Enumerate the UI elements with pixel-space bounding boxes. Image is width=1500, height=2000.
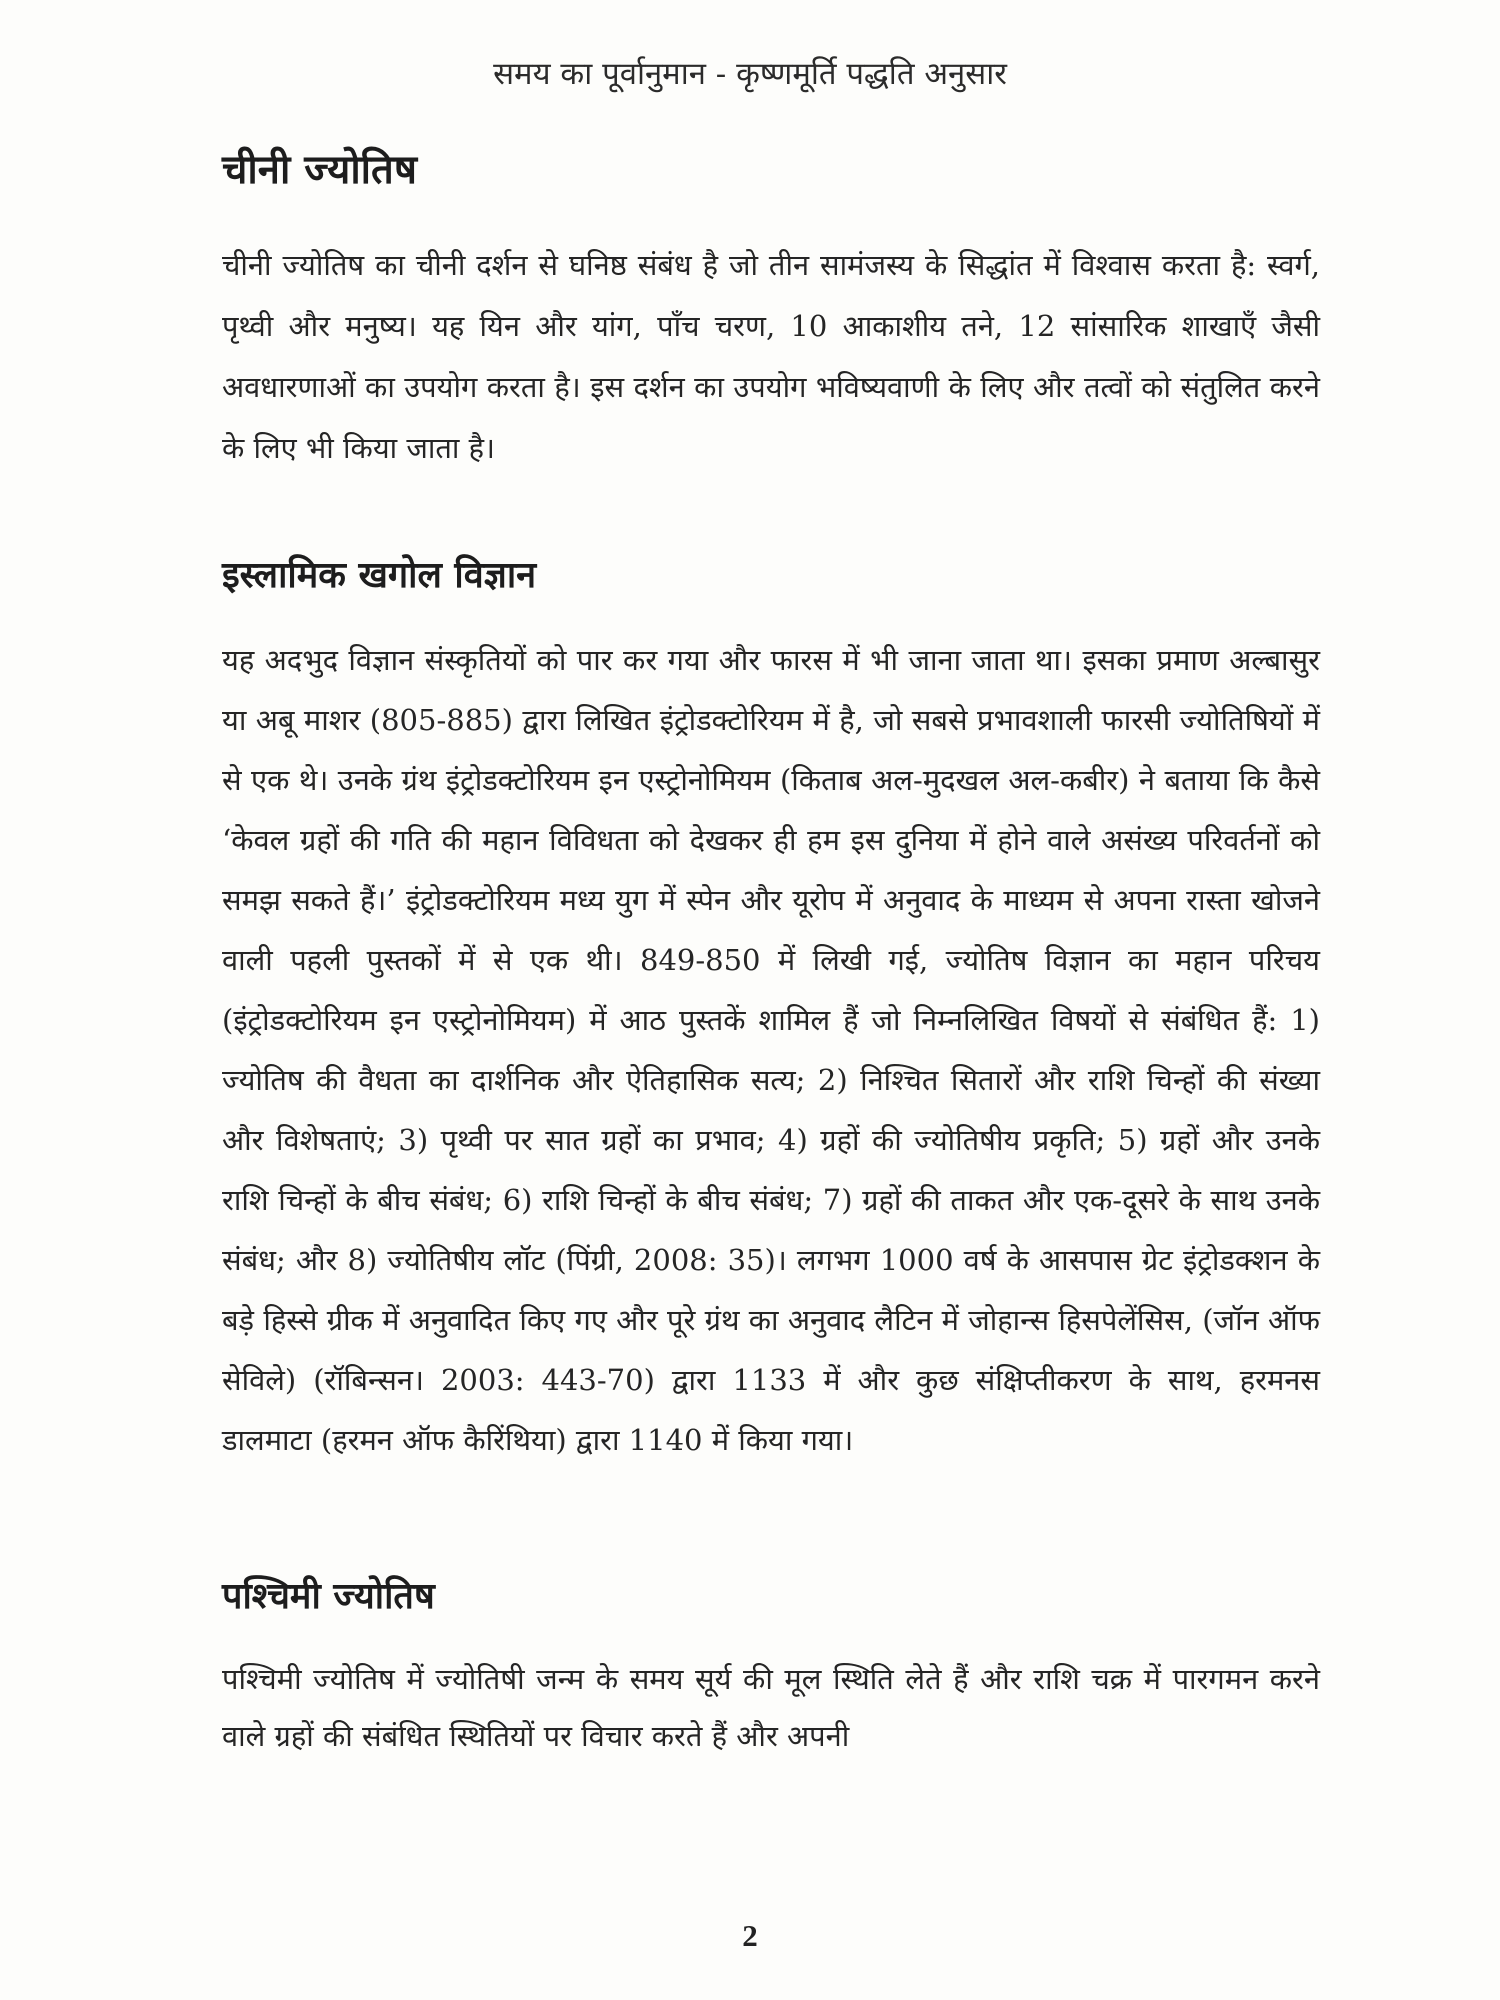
section-paragraph: पश्चिमी ज्योतिष में ज्योतिषी जन्म के समय सूर्य की मूल स्थिति लेते हैं और राशि चक्र में पारगमन करने वाले ग्रहों की संबंधित स्थितियों पर विचार करते हैं और अपनी <box>222 1662 1320 1753</box>
section-chinese-astrology <box>222 140 1320 479</box>
section-paragraph: यह अदभुद विज्ञान संस्कृतियों को पार कर गया और फारस में भी जाना जाता था। इसका प्रमाण अल्बासुर या अबू माशर (805-885) द्वारा लिखित इंट्रोडक्टोरियम में है, जो सबसे प्रभावशाली फारसी ज्योतिषियों में से एक थे। उनके ग्रंथ इंट्रोडक्टोरियम इन एस्ट्रोनोमियम (किताब अल-मुदखल अल-कबीर) ने बताया कि कैसे ‘केवल ग्रहों की गति की महान विविधता को देखकर ही हम इस दुनिया में होने वाले असंख्य परिवर्तनों को समझ सकते हैं।’ इंट्रोडक्टोरियम मध्य युग में स्पेन और यूरोप में अनुवाद के माध्यम से अपना रास्ता खोजने वाली पहली पुस्तकों में से एक थी। 849-850 में लिखी गई, ज्योतिष विज्ञान का महान परिचय (इंट्रोडक्टोरियम इन एस्ट्रोनोमियम) में आठ पुस्तकें शामिल हैं जो निम्नलिखित विषयों से संबंधित हैं: 1) ज्योतिष की वैधता का दार्शनिक और ऐतिहासिक सत्य; 2) निश्चित सितारों और राशि चिन्हों की संख्या और विशेषताएं; 3) पृथ्वी पर सात ग्रहों का प्रभाव; 4) ग्रहों की ज्योतिषीय प्रकृति; 5) ग्रहों और उनके राशि चिन्हों के बीच संबंध; 6) राशि चिन्हों के बीच संबंध; 7) ग्रहों की ताकत और एक-दूसरे के साथ उनके संबंध; और 8) ज्योतिषीय लॉट (पिंग्री, 2008: 35)। लगभग 1000 वर्ष के आसपास ग्रेट इंट्रोडक्शन के बड़े हिस्से ग्रीक में अनुवादित किए गए और पूरे ग्रंथ का अनुवाद लैटिन में जोहान्स हिसपेलेंसिस, (जॉन ऑफ सेविले) (रॉबिन्सन। 2003: 443-70) द्वारा 1133 में और कुछ संक्षिप्तीकरण के साथ, हरमनस डालमाटा (हरमन ऑफ कैरिंथिया) द्वारा 1140 में किया गया। <box>222 643 1320 1457</box>
page-number: 2 <box>742 1918 758 1953</box>
running-header: समय का पूर्वानुमान - कृष्णमूर्ति पद्धति अनुसार <box>493 56 1007 92</box>
section-islamic-astronomy <box>222 549 1320 1470</box>
section-paragraph: चीनी ज्योतिष का चीनी दर्शन से घनिष्ठ संबंध है जो तीन सामंजस्य के सिद्धांत में विश्वास करता है: स्वर्ग, पृथ्वी और मनुष्य। यह यिन और यांग, पाँच चरण, 10 आकाशीय तने, 12 सांसारिक शाखाएँ जैसी अवधारणाओं का उपयोग करता है। इस दर्शन का उपयोग भविष्यवाणी के लिए और तत्वों को संतुलित करने के लिए भी किया जाता है। <box>222 248 1320 465</box>
section-heading: इस्लामिक खगोल विज्ञान <box>222 555 537 596</box>
section-heading: पश्चिमी ज्योतिष <box>222 1576 435 1617</box>
section-heading: चीनी ज्योतिष <box>222 147 417 193</box>
section-western-astrology <box>222 1570 1320 1765</box>
page-content <box>222 140 1320 1765</box>
